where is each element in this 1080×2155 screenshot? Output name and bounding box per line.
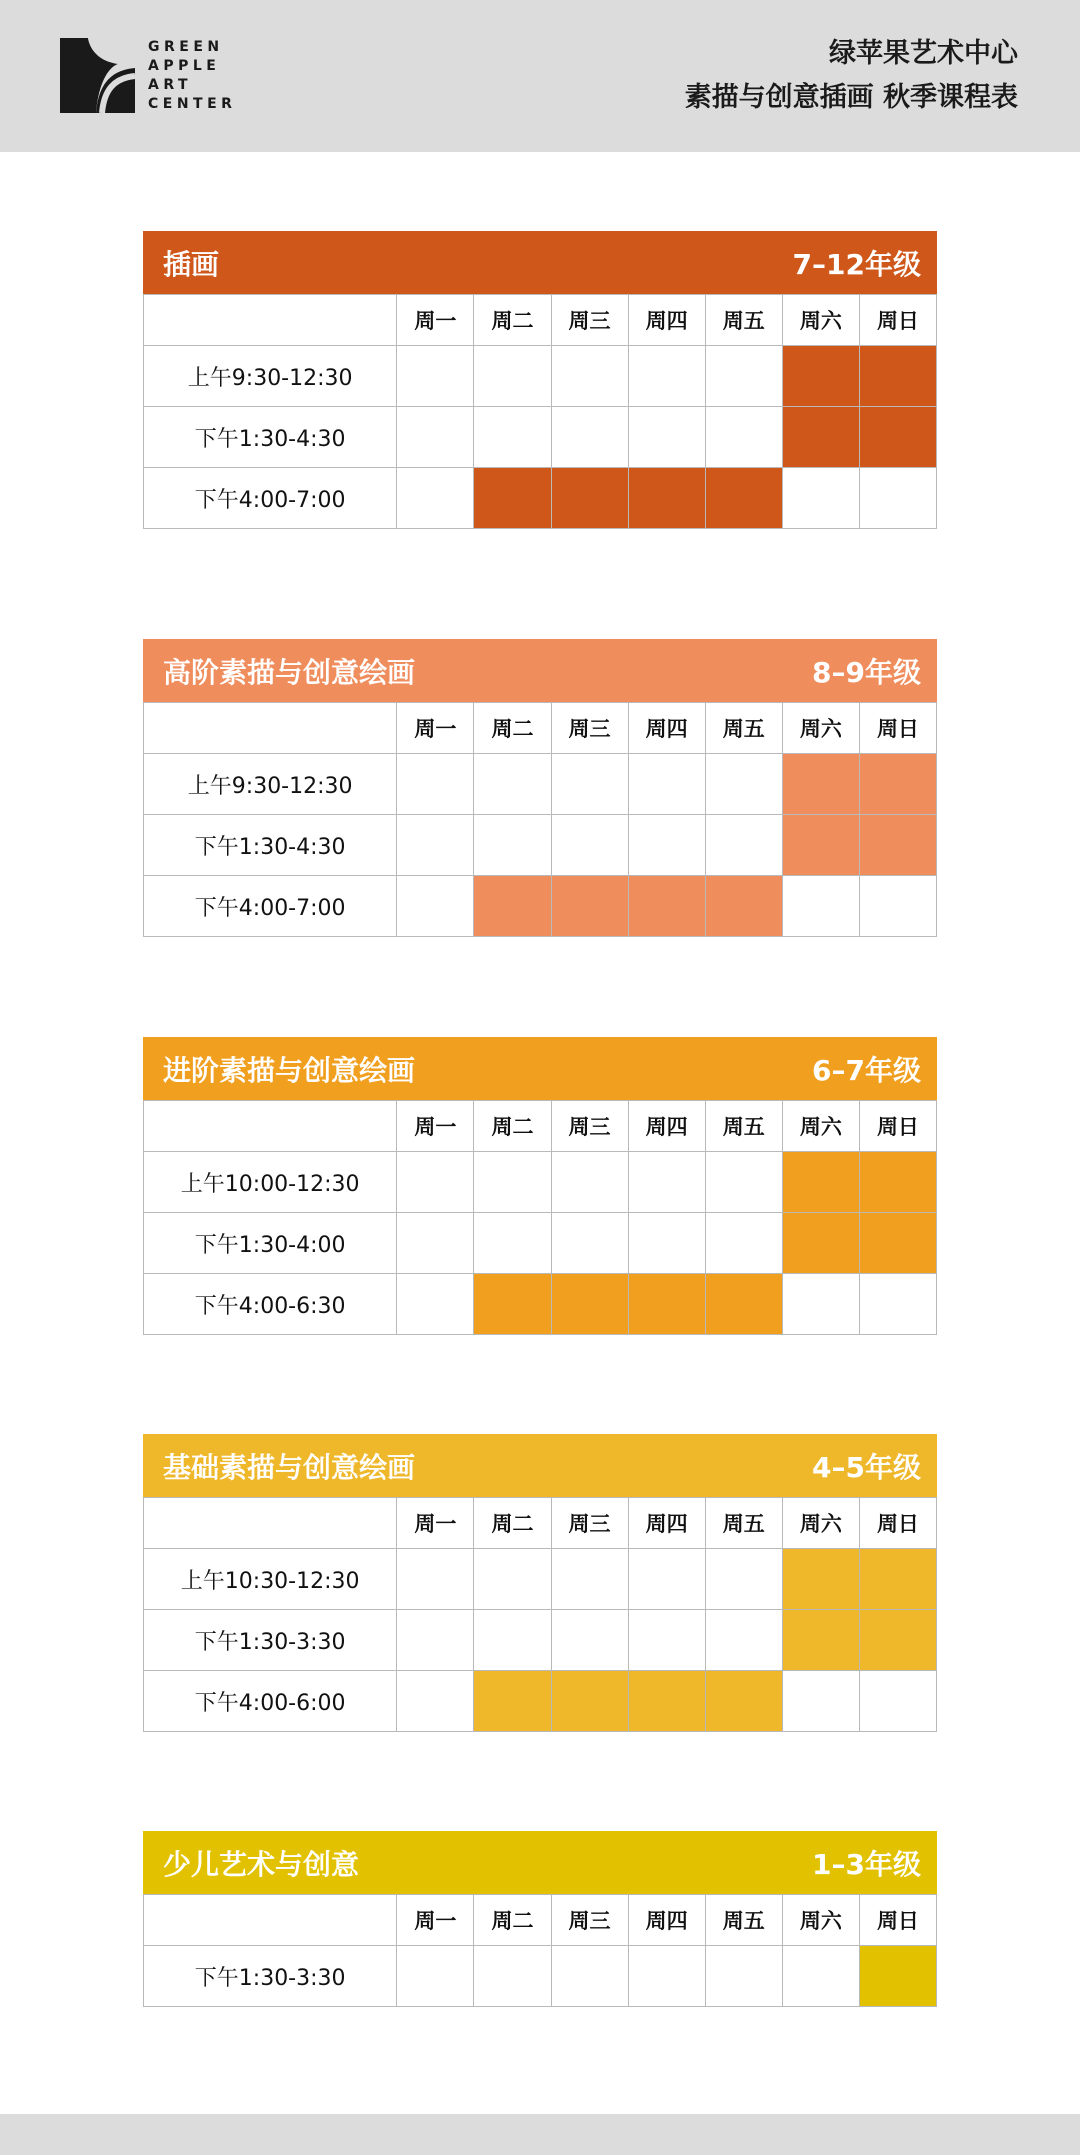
class-slot-filled — [474, 1671, 551, 1732]
day-label: 周二 — [474, 1895, 551, 1946]
class-slot-filled — [782, 1610, 859, 1671]
class-slot-empty — [474, 1152, 551, 1213]
class-slot-empty — [705, 346, 782, 407]
day-label: 周一 — [397, 1498, 474, 1549]
course-section — [143, 639, 937, 937]
class-slot-empty — [551, 815, 628, 876]
time-slot-row — [144, 468, 937, 529]
blank-header-cell — [144, 703, 397, 754]
logo-wordmark — [148, 38, 236, 114]
day-label: 周二 — [474, 295, 551, 346]
day-label: 周六 — [782, 1498, 859, 1549]
day-label: 周四 — [628, 295, 705, 346]
day-label: 周六 — [782, 295, 859, 346]
course-grade: 8–9年级 — [812, 655, 921, 689]
class-slot-empty — [705, 754, 782, 815]
time-slot-row — [144, 1610, 937, 1671]
blank-header-cell — [144, 1101, 397, 1152]
class-slot-empty — [474, 1610, 551, 1671]
day-label: 周五 — [705, 295, 782, 346]
time-slot-label: 下午1:30-3:30 — [144, 1610, 397, 1671]
class-slot-filled — [551, 1274, 628, 1335]
class-slot-filled — [782, 407, 859, 468]
schedule-table — [143, 702, 937, 937]
class-slot-filled — [859, 1213, 936, 1274]
class-slot-filled — [859, 1610, 936, 1671]
class-slot-empty — [397, 815, 474, 876]
class-slot-empty — [397, 407, 474, 468]
class-slot-empty — [782, 468, 859, 529]
class-slot-filled — [551, 1671, 628, 1732]
schedule-table — [143, 1894, 937, 2007]
class-slot-empty — [628, 346, 705, 407]
day-header-row — [144, 703, 937, 754]
time-slot-row — [144, 1946, 937, 2007]
class-slot-empty — [628, 754, 705, 815]
class-slot-empty — [397, 1610, 474, 1671]
class-slot-empty — [551, 1610, 628, 1671]
time-slot-row — [144, 815, 937, 876]
class-slot-empty — [628, 1213, 705, 1274]
time-slot-row — [144, 754, 937, 815]
day-label: 周四 — [628, 1895, 705, 1946]
time-slot-row — [144, 1274, 937, 1335]
class-slot-filled — [474, 876, 551, 937]
day-label: 周日 — [859, 703, 936, 754]
course-header-bar — [143, 1037, 937, 1100]
time-slot-label: 上午9:30-12:30 — [144, 346, 397, 407]
class-slot-filled — [782, 1549, 859, 1610]
class-slot-empty — [628, 815, 705, 876]
class-slot-filled — [705, 1671, 782, 1732]
logo-line: APPLE — [148, 58, 221, 74]
course-title: 进阶素描与创意绘画 — [163, 1053, 416, 1087]
class-slot-filled — [782, 815, 859, 876]
class-slot-filled — [705, 876, 782, 937]
day-label: 周四 — [628, 703, 705, 754]
day-label: 周四 — [628, 1101, 705, 1152]
class-slot-empty — [551, 1213, 628, 1274]
day-label: 周三 — [551, 703, 628, 754]
day-label: 周二 — [474, 1498, 551, 1549]
class-slot-filled — [551, 876, 628, 937]
class-slot-filled — [628, 468, 705, 529]
time-slot-row — [144, 876, 937, 937]
day-header-row — [144, 295, 937, 346]
day-label: 周一 — [397, 1895, 474, 1946]
class-slot-empty — [551, 1946, 628, 2007]
time-slot-label: 下午4:00-6:00 — [144, 1671, 397, 1732]
header — [0, 0, 1080, 152]
day-header-row — [144, 1895, 937, 1946]
class-slot-empty — [397, 754, 474, 815]
logo — [60, 38, 250, 116]
day-label: 周五 — [705, 703, 782, 754]
class-slot-filled — [782, 1152, 859, 1213]
class-slot-empty — [628, 1610, 705, 1671]
header-titles — [685, 32, 1018, 120]
class-slot-empty — [782, 876, 859, 937]
course-header-bar — [143, 231, 937, 294]
class-slot-empty — [397, 468, 474, 529]
day-label: 周日 — [859, 1498, 936, 1549]
class-slot-filled — [628, 876, 705, 937]
class-slot-filled — [628, 1671, 705, 1732]
class-slot-filled — [782, 346, 859, 407]
time-slot-row — [144, 407, 937, 468]
class-slot-empty — [551, 407, 628, 468]
class-slot-empty — [474, 407, 551, 468]
time-slot-label: 下午1:30-4:30 — [144, 815, 397, 876]
blank-header-cell — [144, 1498, 397, 1549]
class-slot-empty — [628, 1152, 705, 1213]
class-slot-empty — [551, 1549, 628, 1610]
class-slot-empty — [397, 1946, 474, 2007]
day-label: 周三 — [551, 1895, 628, 1946]
class-slot-filled — [474, 468, 551, 529]
course-section — [143, 1831, 937, 2007]
class-slot-empty — [551, 346, 628, 407]
schedule-title: 素描与创意插画 秋季课程表 — [684, 82, 1018, 113]
schedule-table — [143, 1100, 937, 1335]
course-header-bar — [143, 1831, 937, 1894]
class-slot-filled — [628, 1274, 705, 1335]
course-grade: 7–12年级 — [792, 247, 921, 281]
course-grade: 4–5年级 — [812, 1450, 921, 1484]
day-header-row — [144, 1101, 937, 1152]
course-title: 高阶素描与创意绘画 — [163, 655, 416, 689]
logo-line: GREEN — [148, 39, 224, 55]
class-slot-filled — [782, 754, 859, 815]
day-label: 周三 — [551, 1101, 628, 1152]
class-slot-empty — [474, 815, 551, 876]
time-slot-row — [144, 346, 937, 407]
class-slot-empty — [705, 1946, 782, 2007]
course-title: 基础素描与创意绘画 — [163, 1450, 416, 1484]
day-label: 周六 — [782, 1895, 859, 1946]
class-slot-filled — [782, 1213, 859, 1274]
class-slot-filled — [859, 407, 936, 468]
apple-logo-icon — [60, 38, 135, 113]
org-name: 绿苹果艺术中心 — [829, 38, 1018, 69]
blank-header-cell — [144, 295, 397, 346]
class-slot-empty — [859, 876, 936, 937]
class-slot-empty — [705, 1213, 782, 1274]
logo-line: ART — [148, 77, 193, 93]
day-label: 周四 — [628, 1498, 705, 1549]
day-header-row — [144, 1498, 937, 1549]
day-label: 周六 — [782, 1101, 859, 1152]
blank-header-cell — [144, 1895, 397, 1946]
class-slot-filled — [859, 1152, 936, 1213]
day-label: 周六 — [782, 703, 859, 754]
course-section — [143, 1037, 937, 1335]
class-slot-empty — [782, 1946, 859, 2007]
class-slot-empty — [628, 407, 705, 468]
time-slot-label: 上午9:30-12:30 — [144, 754, 397, 815]
time-slot-label: 下午1:30-4:30 — [144, 407, 397, 468]
time-slot-label: 下午1:30-3:30 — [144, 1946, 397, 2007]
time-slot-row — [144, 1671, 937, 1732]
class-slot-empty — [551, 754, 628, 815]
day-label: 周五 — [705, 1895, 782, 1946]
course-grade: 6–7年级 — [812, 1053, 921, 1087]
course-header-bar — [143, 639, 937, 702]
day-label: 周五 — [705, 1498, 782, 1549]
class-slot-empty — [397, 346, 474, 407]
day-label: 周一 — [397, 703, 474, 754]
day-label: 周二 — [474, 1101, 551, 1152]
class-slot-empty — [474, 1213, 551, 1274]
course-title: 少儿艺术与创意 — [163, 1847, 360, 1881]
class-slot-empty — [397, 1671, 474, 1732]
time-slot-label: 下午1:30-4:00 — [144, 1213, 397, 1274]
class-slot-empty — [474, 346, 551, 407]
class-slot-filled — [705, 1274, 782, 1335]
class-slot-empty — [782, 1671, 859, 1732]
day-label: 周三 — [551, 295, 628, 346]
class-slot-filled — [474, 1274, 551, 1335]
schedule-table — [143, 294, 937, 529]
day-label: 周一 — [397, 1101, 474, 1152]
class-slot-filled — [859, 754, 936, 815]
class-slot-empty — [628, 1946, 705, 2007]
course-section — [143, 231, 937, 529]
class-slot-filled — [705, 468, 782, 529]
time-slot-label: 上午10:30-12:30 — [144, 1549, 397, 1610]
class-slot-empty — [474, 754, 551, 815]
course-grade: 1–3年级 — [812, 1847, 921, 1881]
day-label: 周二 — [474, 703, 551, 754]
class-slot-empty — [474, 1946, 551, 2007]
class-slot-empty — [397, 876, 474, 937]
time-slot-row — [144, 1152, 937, 1213]
course-header-bar — [143, 1434, 937, 1497]
class-slot-empty — [551, 1152, 628, 1213]
time-slot-label: 上午10:00-12:30 — [144, 1152, 397, 1213]
course-section — [143, 1434, 937, 1732]
day-label: 周日 — [859, 1101, 936, 1152]
class-slot-empty — [397, 1549, 474, 1610]
class-slot-filled — [859, 1946, 936, 2007]
time-slot-label: 下午4:00-6:30 — [144, 1274, 397, 1335]
class-slot-empty — [705, 1610, 782, 1671]
day-label: 周五 — [705, 1101, 782, 1152]
class-slot-empty — [782, 1274, 859, 1335]
class-slot-empty — [705, 815, 782, 876]
day-label: 周三 — [551, 1498, 628, 1549]
class-slot-empty — [397, 1213, 474, 1274]
class-slot-empty — [705, 407, 782, 468]
course-title: 插画 — [163, 247, 220, 281]
class-slot-empty — [397, 1274, 474, 1335]
class-slot-empty — [705, 1152, 782, 1213]
class-slot-empty — [474, 1549, 551, 1610]
class-slot-empty — [705, 1549, 782, 1610]
day-label: 周日 — [859, 295, 936, 346]
class-slot-empty — [859, 468, 936, 529]
time-slot-row — [144, 1213, 937, 1274]
class-slot-filled — [859, 346, 936, 407]
time-slot-label: 下午4:00-7:00 — [144, 468, 397, 529]
logo-line: CENTER — [148, 96, 237, 112]
footer — [0, 2114, 1080, 2155]
schedule-table — [143, 1497, 937, 1732]
class-slot-filled — [859, 1549, 936, 1610]
day-label: 周一 — [397, 295, 474, 346]
time-slot-label: 下午4:00-7:00 — [144, 876, 397, 937]
day-label: 周日 — [859, 1895, 936, 1946]
class-slot-filled — [551, 468, 628, 529]
class-slot-empty — [859, 1274, 936, 1335]
time-slot-row — [144, 1549, 937, 1610]
class-slot-empty — [397, 1152, 474, 1213]
class-slot-empty — [859, 1671, 936, 1732]
class-slot-empty — [628, 1549, 705, 1610]
class-slot-filled — [859, 815, 936, 876]
